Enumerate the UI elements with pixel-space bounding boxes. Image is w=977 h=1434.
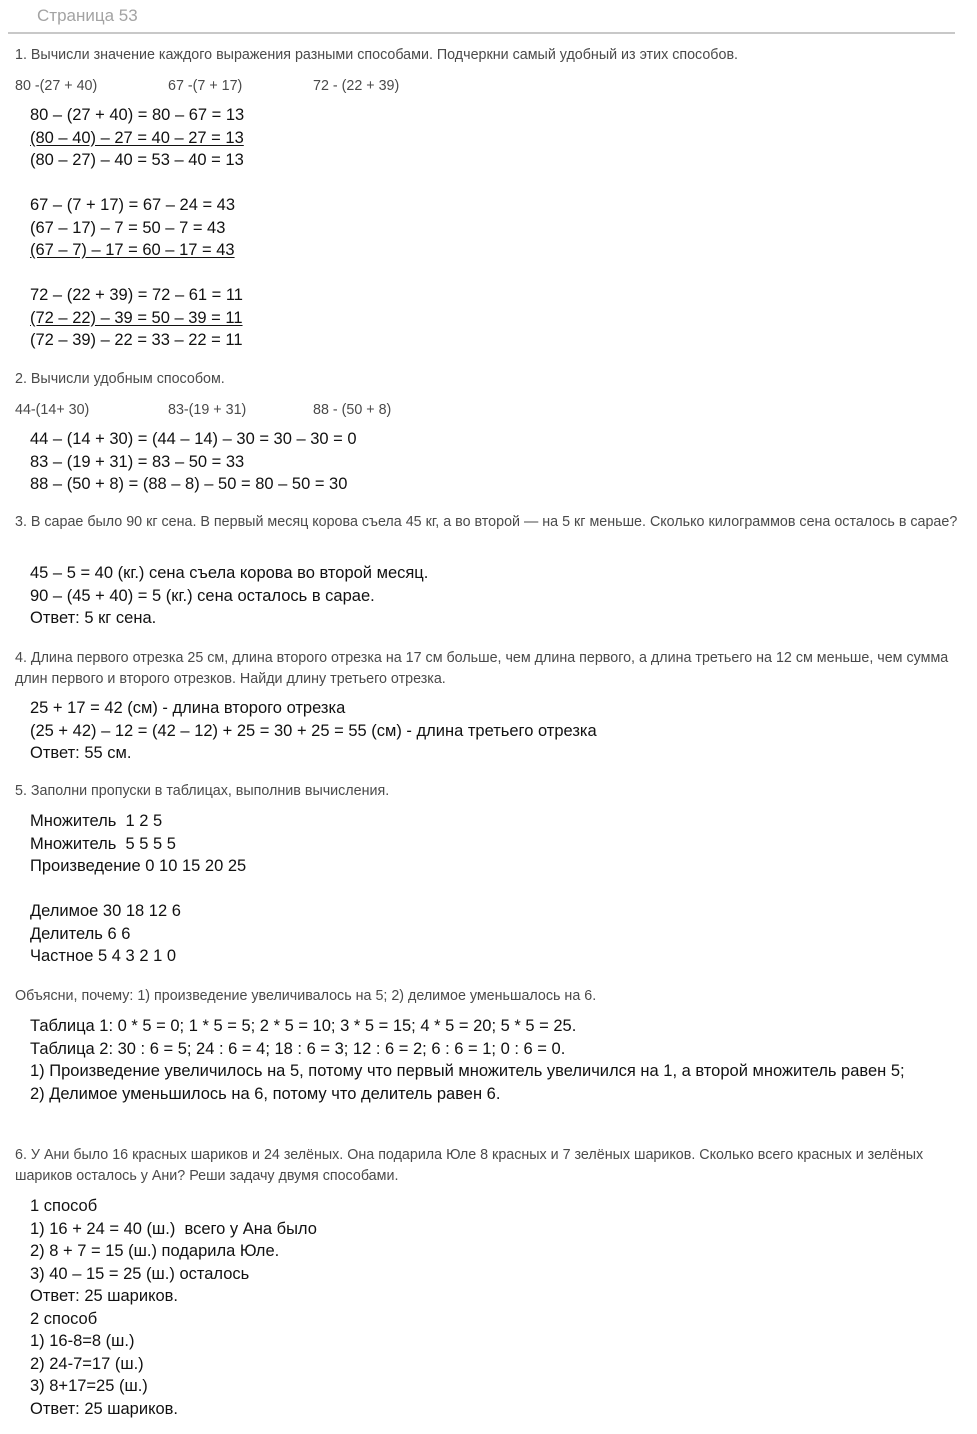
explain-text: Объясни, почему: 1) произведение увеличивалось на 5; 2) делимое уменьшалось на 6.	[15, 988, 597, 1004]
table-line: Делимое 30 18 12 6	[30, 902, 181, 920]
solution-line: (80 – 27) – 40 = 53 – 40 = 13	[30, 151, 244, 169]
task-6-text: 6. У Ани было 16 красных шариков и 24 зелёных. Она подарила Юле 8 красных и 7 зелёных шариков. Сколько всего красных и зелёных шариков осталось у Ани? Реши задачу двумя способами.	[15, 1147, 924, 1184]
solution-line: 80 – (27 + 40) = 80 – 67 = 13	[30, 106, 245, 124]
explain-question	[15, 986, 960, 1007]
task-3-solution	[30, 562, 930, 630]
solution-line: 45 – 5 = 40 (кг.) сена съела корова во второй месяц.	[30, 564, 429, 582]
task-1	[15, 45, 960, 97]
solution-line: Ответ: 5 кг сена.	[30, 609, 157, 627]
solution-line: 3) 8+17=25 (ш.)	[30, 1377, 148, 1395]
expression: 72 - (22 + 39)	[313, 78, 400, 94]
solution-line: 25 + 17 = 42 (см) - длина второго отрезка	[30, 699, 346, 717]
page-title: Страница 53	[37, 6, 138, 25]
solution-line: 2) 24-7=17 (ш.)	[30, 1354, 144, 1373]
solution-line: 1) 16-8=8 (ш.)	[30, 1332, 135, 1350]
explain-solution	[30, 1015, 930, 1105]
task-6	[15, 1145, 960, 1187]
task-2-solution	[30, 428, 930, 496]
solution-line: 1) 16 + 24 = 40 (ш.) всего у Ана было	[30, 1219, 317, 1238]
solution-line: Ответ: 55 см.	[30, 744, 132, 762]
table-line: Частное 5 4 3 2 1 0	[30, 947, 177, 965]
solution-line: 3) 40 – 15 = 25 (ш.) осталось	[30, 1264, 250, 1283]
task-5-text: 5. Заполни пропуски в таблицах, выполнив вычисления.	[15, 783, 390, 799]
underlined-solution-line: (67 – 7) – 17 = 60 – 17 = 43	[30, 241, 235, 259]
page-header	[8, 4, 955, 34]
expression: 88 - (50 + 8)	[313, 402, 392, 418]
underlined-solution-line: (72 – 22) – 39 = 50 – 39 = 11	[30, 308, 243, 327]
task-2	[15, 369, 960, 421]
expression: 83-(19 + 31)	[168, 402, 247, 418]
solution-line: (25 + 42) – 12 = (42 – 12) + 25 = 30 + 25 = 55 (см) - длина третьего отрезка	[30, 721, 597, 740]
task-5	[15, 781, 960, 802]
task-4	[15, 648, 960, 690]
expression: 67 -(7 + 17)	[168, 78, 243, 94]
task-3	[15, 512, 960, 533]
task-4-text: 4. Длина первого отрезка 25 см, длина второго отрезка на 17 см больше, чем длина первого, а длина третьего на 12 см меньше, чем сумма длин первого и второго отрезков. Найди длину третьего отрезка.	[15, 650, 949, 687]
solution-line: 2) Делимое уменьшилось на 6, потому что делитель равен 6.	[30, 1084, 501, 1103]
solution-line: 2) 8 + 7 = 15 (ш.) подарила Юле.	[30, 1242, 280, 1260]
table-line: Произведение 0 10 15 20 25	[30, 857, 247, 875]
expression: 80 -(27 + 40)	[15, 78, 98, 94]
solution-line: 1 способ	[30, 1197, 98, 1215]
task-4-solution	[30, 697, 930, 765]
task-1-solution	[30, 104, 930, 352]
task-5-solution	[30, 810, 930, 968]
solution-line: (67 – 17) – 7 = 50 – 7 = 43	[30, 218, 226, 237]
solution-line: 88 – (50 + 8) = (88 – 8) – 50 = 80 – 50 = 30	[30, 475, 348, 493]
solution-line: 67 – (7 + 17) = 67 – 24 = 43	[30, 196, 236, 214]
task-3-text: 3. В сарае было 90 кг сена. В первый месяц корова съела 45 кг, а во второй — на 5 кг меньше. Сколько килограммов сена осталось в сарае?	[15, 514, 958, 530]
table-line: Множитель 5 5 5 5	[30, 834, 176, 853]
solution-line: Таблица 1: 0 * 5 = 0; 1 * 5 = 5; 2 * 5 = 10; 3 * 5 = 15; 4 * 5 = 20; 5 * 5 = 25.	[30, 1017, 577, 1035]
table-line: Множитель 1 2 5	[30, 812, 163, 830]
task-1-expressions	[15, 76, 960, 97]
solution-line: 44 – (14 + 30) = (44 – 14) – 30 = 30 – 30 = 0	[30, 430, 357, 448]
solution-line: 83 – (19 + 31) = 83 – 50 = 33	[30, 452, 245, 471]
solution-line: 2 способ	[30, 1309, 98, 1328]
task-2-text: 2. Вычисли удобным способом.	[15, 371, 225, 387]
solution-line: 1) Произведение увеличилось на 5, потому что первый множитель увеличился на 1, а второй множитель равен 5;	[30, 1062, 905, 1080]
solution-line: (72 – 39) – 22 = 33 – 22 = 11	[30, 331, 243, 349]
task-6-solution	[30, 1195, 930, 1420]
task-2-expressions	[15, 400, 960, 421]
solution-line: Таблица 2: 30 : 6 = 5; 24 : 6 = 4; 18 : 6 = 3; 12 : 6 = 2; 6 : 6 = 1; 0 : 6 = 0.	[30, 1039, 566, 1058]
solution-line: Ответ: 25 шариков.	[30, 1399, 179, 1418]
solution-line: 90 – (45 + 40) = 5 (кг.) сена осталось в сарае.	[30, 586, 375, 605]
solution-line: 72 – (22 + 39) = 72 – 61 = 11	[30, 286, 243, 304]
solution-line: Ответ: 25 шариков.	[30, 1287, 179, 1305]
underlined-solution-line: (80 – 40) – 27 = 40 – 27 = 13	[30, 128, 244, 147]
table-line: Делитель 6 6	[30, 924, 131, 943]
task-1-text: 1. Вычисли значение каждого выражения разными способами. Подчеркни самый удобный из этих способов.	[15, 47, 739, 63]
expression: 44-(14+ 30)	[15, 402, 90, 418]
